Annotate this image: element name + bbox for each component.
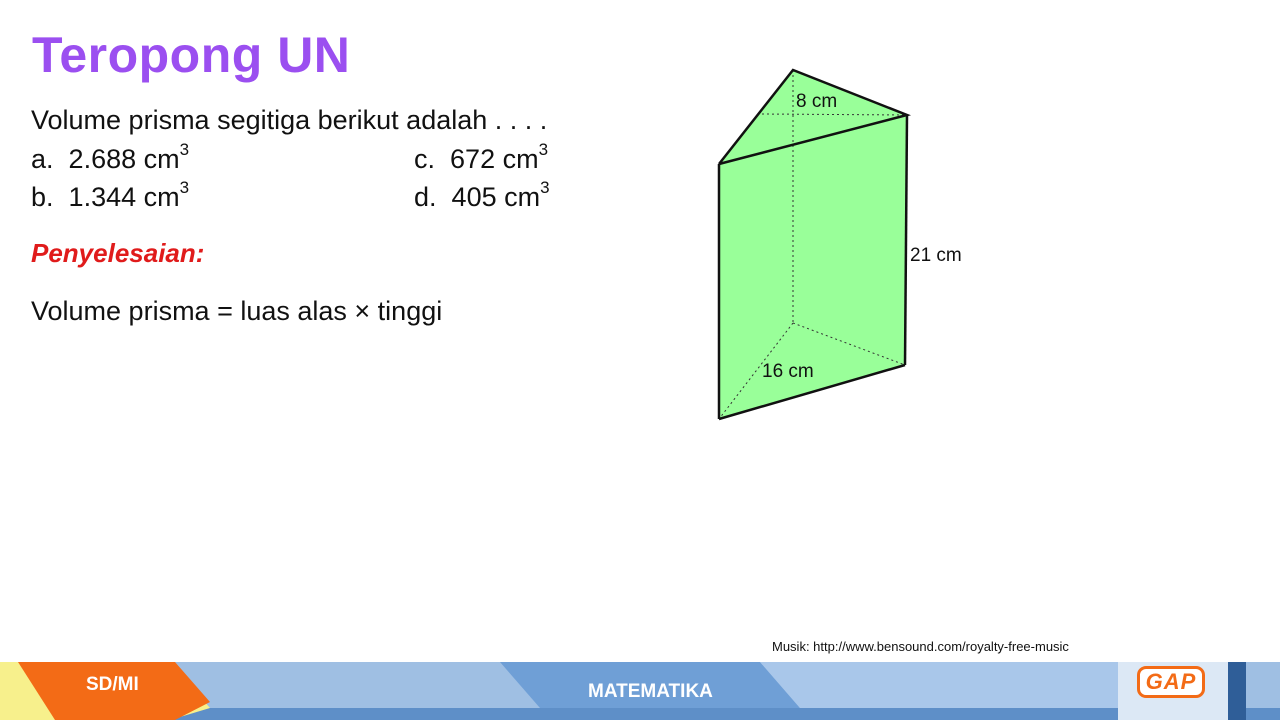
- gap-logo-text: GAP: [1145, 669, 1197, 694]
- footer-bar: [0, 662, 1280, 720]
- option-a: [31, 140, 190, 175]
- option-b: [31, 178, 190, 213]
- question-text: Volume prisma segitiga berikut adalah . . . .: [31, 105, 548, 135]
- page-title: Teropong UN: [32, 27, 351, 83]
- solution-heading: Penyelesaian:: [31, 238, 205, 268]
- option-d-value: 405 cm: [451, 182, 541, 212]
- triangular-prism-figure: [700, 60, 1000, 430]
- volume-formula: Volume prisma = luas alas × tinggi: [31, 296, 443, 326]
- option-d: [414, 178, 550, 213]
- option-c-letter: c.: [414, 144, 436, 174]
- option-b-exponent: 3: [179, 178, 190, 197]
- option-d-exponent: 3: [540, 178, 550, 197]
- option-c: [414, 140, 549, 175]
- option-a-letter: a.: [31, 144, 54, 174]
- level-label: SD/MI: [86, 674, 139, 695]
- music-credit: Musik: http://www.bensound.com/royalty-free-music: [772, 639, 1069, 654]
- gap-logo: [1137, 666, 1205, 698]
- base-edge-label: 16 cm: [762, 361, 814, 382]
- option-a-exponent: 3: [179, 140, 190, 159]
- option-a-value: 2.688 cm: [68, 144, 180, 174]
- option-c-value: 672 cm: [450, 144, 539, 174]
- top-edge-label: 8 cm: [796, 91, 838, 112]
- subject-label: MATEMATIKA: [588, 681, 713, 702]
- option-d-letter: d.: [414, 182, 437, 212]
- height-label: 21 cm: [910, 245, 962, 266]
- option-b-value: 1.344 cm: [68, 182, 180, 212]
- option-b-letter: b.: [31, 182, 54, 212]
- option-c-exponent: 3: [538, 140, 549, 159]
